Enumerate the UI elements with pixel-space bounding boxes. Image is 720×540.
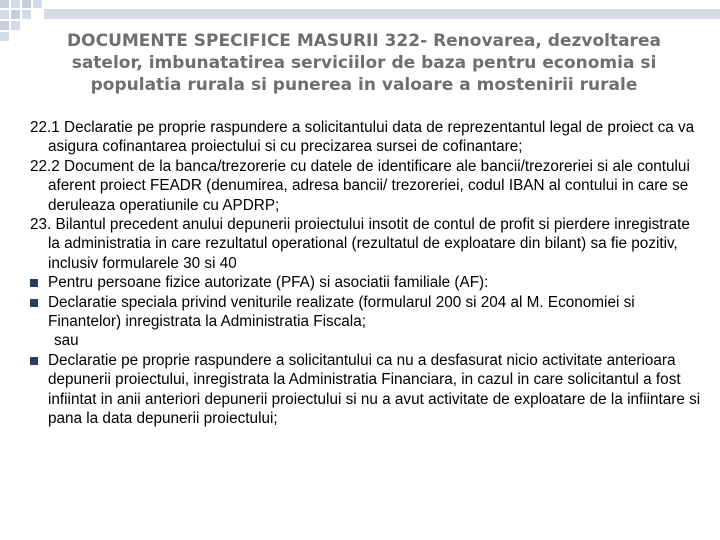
square-bullet-icon	[30, 279, 38, 287]
bullet-text: Declaratie pe proprie raspundere a solicitantului ca nu a desfasurat nicio activitate anterioara depunerii proiectului, inregistrata la Administratia Financiara, in cazul in care solicitantul a fost infiintat in anii anteriori depunerii proiectului si nu a avut activitate de exploatare de la infiintare si pana la data depunerii proiectului;	[48, 351, 701, 428]
list-item: 22.2 Document de la banca/trezorerie cu datele de identificare ale bancii/trezoreriei si ale contului aferent proiect FEADR (denumirea, adresa bancii/ trezoreriei, codul IBAN al contului in care se deruleaza operatiunile cu APDRP;	[30, 157, 690, 214]
square-bullet-icon	[30, 299, 38, 307]
bullet-item	[30, 351, 702, 429]
list-item: 22.1 Declaratie pe proprie raspundere a solicitantului data de reprezentantul legal de proiect ca va asigura cofinantarea proiectului si cu precizarea sursei de cofinantare;	[30, 119, 695, 156]
document-body	[30, 118, 702, 429]
page-title: DOCUMENTE SPECIFICE MASURII 322- Renovarea, dezvoltarea satelor, imbunatatirea serviciilor de baza pentru economia si populatia rurala si punerea in valoare a mostenirii rurale	[67, 31, 661, 95]
bullet-text: Declaratie speciala privind veniturile realizate (formularul 200 si 204 al M. Economiei si Finantelor) inregistrata la Administratia Fiscala;	[48, 293, 635, 331]
list-item: 23. Bilantul precedent anului depunerii proiectului insotit de contul de profit si pierdere inregistrate la administratia in care rezultatul operational (rezultatul de exploatare din bilant) sa fie pozitiv, inclusiv formularele 30 si 40	[30, 216, 690, 272]
separator-text: sau	[54, 332, 79, 350]
bullet-item	[30, 293, 702, 332]
bullet-text: Pentru persoane fizice autorizate (PFA) si asociatii familiale (AF):	[48, 274, 489, 292]
bullet-item	[30, 273, 702, 292]
square-bullet-icon	[30, 357, 38, 365]
